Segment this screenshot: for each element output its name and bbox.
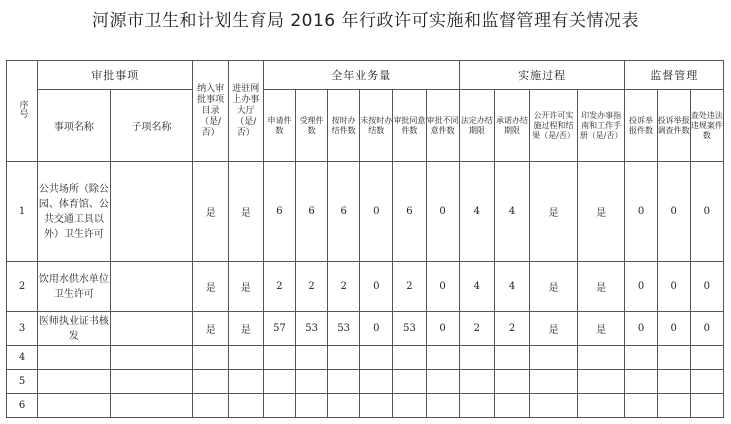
empty-cell [690,394,723,418]
row-guide: 是 [577,312,625,346]
row-guide: 是 [577,262,625,312]
row-investigated: 0 [657,162,690,262]
legal-limit-header: 法定办结期限 [459,90,494,162]
empty-cell [426,346,459,370]
row-accepted: 6 [296,162,328,262]
report-table [6,60,724,418]
empty-cell [494,394,529,418]
approval-group-header: 审批事项 [38,61,193,90]
row-catalog: 是 [193,312,228,346]
empty-cell [328,394,360,418]
row-sub-item-name [110,162,193,262]
row-item-name: 医师执业证书核发 [38,312,111,346]
empty-cell [459,394,494,418]
empty-cell [459,370,494,394]
row-seq: 4 [7,346,38,370]
empty-cell [263,370,295,394]
sub-item-name-header: 子项名称 [110,90,193,162]
table-row [7,312,724,346]
row-public-process: 是 [530,312,578,346]
process-group-header: 实施过程 [459,61,625,90]
row-promised-limit: 2 [494,312,529,346]
empty-cell [577,370,625,394]
empty-cell [426,394,459,418]
seq-header-label: 序号 [17,100,28,118]
row-approved: 6 [393,162,426,262]
row-rejected: 0 [426,162,459,262]
empty-cell [263,346,295,370]
empty-cell [494,370,529,394]
public-process-header: 公开许可实施过程和结果（是/否） [530,90,578,162]
empty-cell [328,370,360,394]
table-row [7,370,724,394]
row-online: 是 [228,162,263,262]
empty-cell [110,346,193,370]
empty-cell [38,370,111,394]
row-not-ontime: 0 [360,262,393,312]
empty-cell [296,394,328,418]
row-sub-item-name [110,312,193,346]
empty-cell [296,370,328,394]
empty-cell [263,394,295,418]
supervision-group-header: 监督管理 [625,61,724,90]
approved-header: 审批同意件数 [393,90,426,162]
empty-cell [393,370,426,394]
empty-cell [328,346,360,370]
page-title: 河源市卫生和计划生育局 2016 年行政许可实施和监督管理有关情况表 [91,11,640,31]
row-ontime: 2 [328,262,360,312]
seq-header [7,61,38,162]
row-violations: 0 [690,162,723,262]
empty-cell [228,394,263,418]
empty-cell [360,394,393,418]
empty-cell [577,346,625,370]
row-complaints: 0 [625,162,657,262]
empty-cell [296,346,328,370]
empty-cell [228,346,263,370]
business-group-header: 全年业务量 [263,61,459,90]
empty-cell [360,370,393,394]
promised-limit-header: 承诺办结期限 [494,90,529,162]
table-row [7,262,724,312]
applications-header: 申请件数 [263,90,295,162]
empty-cell [530,394,578,418]
row-catalog: 是 [193,262,228,312]
catalog-header: 纳入审批事项目录（是/否） [193,61,228,162]
online-hall-header: 进驻网上办事大厅（是/否） [228,61,263,162]
row-violations: 0 [690,262,723,312]
row-accepted: 53 [296,312,328,346]
row-rejected: 0 [426,262,459,312]
row-applications: 2 [263,262,295,312]
investigated-header: 投诉举报调查件数 [657,90,690,162]
row-applications: 57 [263,312,295,346]
empty-cell [110,370,193,394]
complaints-header: 投诉举报件数 [625,90,657,162]
violations-header: 查处违法违规案件数 [690,90,723,162]
row-online: 是 [228,312,263,346]
table-row [7,162,724,262]
row-not-ontime: 0 [360,312,393,346]
row-investigated: 0 [657,312,690,346]
row-seq: 6 [7,394,38,418]
row-rejected: 0 [426,312,459,346]
row-seq: 5 [7,370,38,394]
row-complaints: 0 [625,262,657,312]
empty-cell [530,346,578,370]
row-guide: 是 [577,162,625,262]
item-name-header: 事项名称 [38,90,111,162]
empty-cell [530,370,578,394]
row-seq: 1 [7,162,38,262]
empty-cell [193,394,228,418]
guide-header: 印发办事指南和工作手册（是/否） [577,90,625,162]
row-item-name: 公共场所（除公园、体育馆、公共交通工具以外）卫生许可 [38,162,111,262]
empty-cell [38,394,111,418]
row-item-name: 饮用水供水单位卫生许可 [38,262,111,312]
row-investigated: 0 [657,262,690,312]
empty-cell [38,346,111,370]
empty-cell [657,370,690,394]
row-complaints: 0 [625,312,657,346]
not-ontime-header: 未按时办结数 [360,90,393,162]
empty-cell [110,394,193,418]
empty-cell [393,394,426,418]
table-row [7,346,724,370]
empty-cell [690,370,723,394]
row-seq: 3 [7,312,38,346]
empty-cell [360,346,393,370]
rejected-header: 审批不同意件数 [426,90,459,162]
empty-cell [657,346,690,370]
row-seq: 2 [7,262,38,312]
empty-cell [690,346,723,370]
empty-cell [577,394,625,418]
ontime-header: 按时办结件数 [328,90,360,162]
accepted-header: 受理件数 [296,90,328,162]
row-promised-limit: 4 [494,262,529,312]
empty-cell [193,346,228,370]
row-public-process: 是 [530,162,578,262]
empty-cell [494,346,529,370]
row-violations: 0 [690,312,723,346]
row-legal-limit: 4 [459,162,494,262]
row-ontime: 6 [328,162,360,262]
row-public-process: 是 [530,262,578,312]
row-legal-limit: 2 [459,312,494,346]
empty-cell [426,370,459,394]
row-not-ontime: 0 [360,162,393,262]
row-sub-item-name [110,262,193,312]
empty-cell [625,394,657,418]
row-promised-limit: 4 [494,162,529,262]
empty-cell [625,370,657,394]
row-ontime: 53 [328,312,360,346]
empty-cell [657,394,690,418]
empty-cell [193,370,228,394]
empty-cell [459,346,494,370]
empty-cell [393,346,426,370]
empty-cell [228,370,263,394]
row-catalog: 是 [193,162,228,262]
row-legal-limit: 4 [459,262,494,312]
table-row [7,394,724,418]
row-approved: 2 [393,262,426,312]
row-approved: 53 [393,312,426,346]
empty-cell [625,346,657,370]
row-accepted: 2 [296,262,328,312]
row-applications: 6 [263,162,295,262]
row-online: 是 [228,262,263,312]
